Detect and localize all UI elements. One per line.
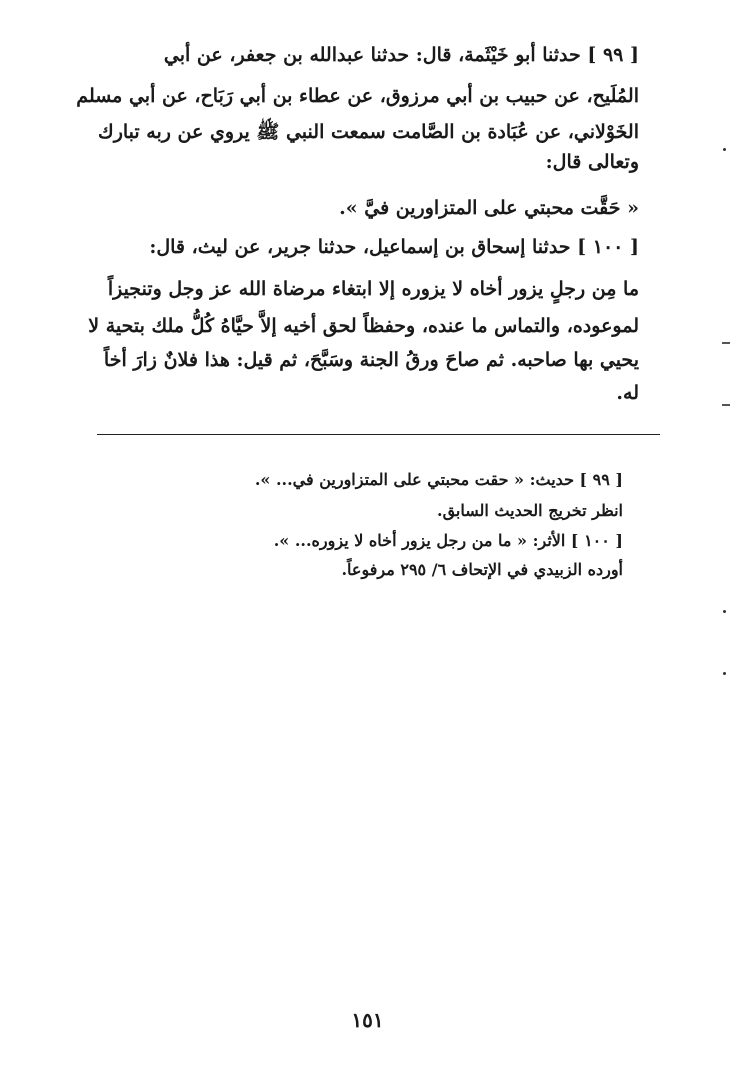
athar-100-line-4: له.: [616, 382, 639, 404]
scan-mark: [722, 342, 730, 344]
footnote-99-title: [ ٩٩ ] حديث: « حقت محبتي على المتزاورين في... ».: [254, 470, 623, 489]
hadith-99-line-4: وتعالى قال:: [545, 151, 639, 173]
footnote-99-body: انظر تخريج الحديث السابق.: [437, 501, 623, 520]
athar-100-line-1: ما مِن رجلٍ يزور أخاه لا يزوره إلا ابتغاء مرضاة الله عز وجل وتنجيزاً: [107, 278, 639, 300]
athar-100-line-2: لموعوده، والتماس ما عنده، وحفظاً لحق أخيه إلاَّ حيَّاهُ كُلُّ ملك بتحية لا: [88, 315, 639, 337]
scan-speck: [723, 610, 726, 613]
scan-speck: [723, 672, 726, 675]
athar-100-line-3: يحيي بها صاحبه. ثم صاحَ ورقُ الجنة وسَبَّحَ، ثم قيل: هذا فلانٌ زارَ أخاً: [103, 349, 639, 371]
scan-mark: [722, 404, 730, 406]
footnote-100-body: أورده الزبيدي في الإتحاف ٦/ ٢٩٥ مرفوعاً.: [341, 560, 623, 579]
footnote-separator: [97, 434, 660, 435]
athar-100-chain: [ ١٠٠ ] حدثنا إسحاق بن إسماعيل، حدثنا جرير، عن ليث، قال:: [149, 236, 639, 258]
hadith-99-line-1: [ ٩٩ ] حدثنا أبو خَيْثَمة، قال: حدثنا عبدالله بن جعفر، عن أبي: [163, 44, 639, 66]
hadith-99-line-3: الخَوْلاني، عن عُبَادة بن الصَّامت سمعت النبي ﷺ يروي عن ربه تبارك: [98, 121, 639, 143]
page-number: ١٥١: [351, 1008, 384, 1032]
hadith-99-quote: « حَقَّت محبتي على المتزاورين فيَّ ».: [339, 197, 639, 219]
scan-speck: [723, 148, 726, 151]
hadith-99-line-2: المُلَيح، عن حبيب بن أبي مرزوق، عن عطاء بن أبي رَبَاح، عن أبي مسلم: [76, 85, 639, 107]
footnote-100-title: [ ١٠٠ ] الأثر: « ما من رجل يزور أخاه لا يزوره... ».: [273, 531, 623, 550]
